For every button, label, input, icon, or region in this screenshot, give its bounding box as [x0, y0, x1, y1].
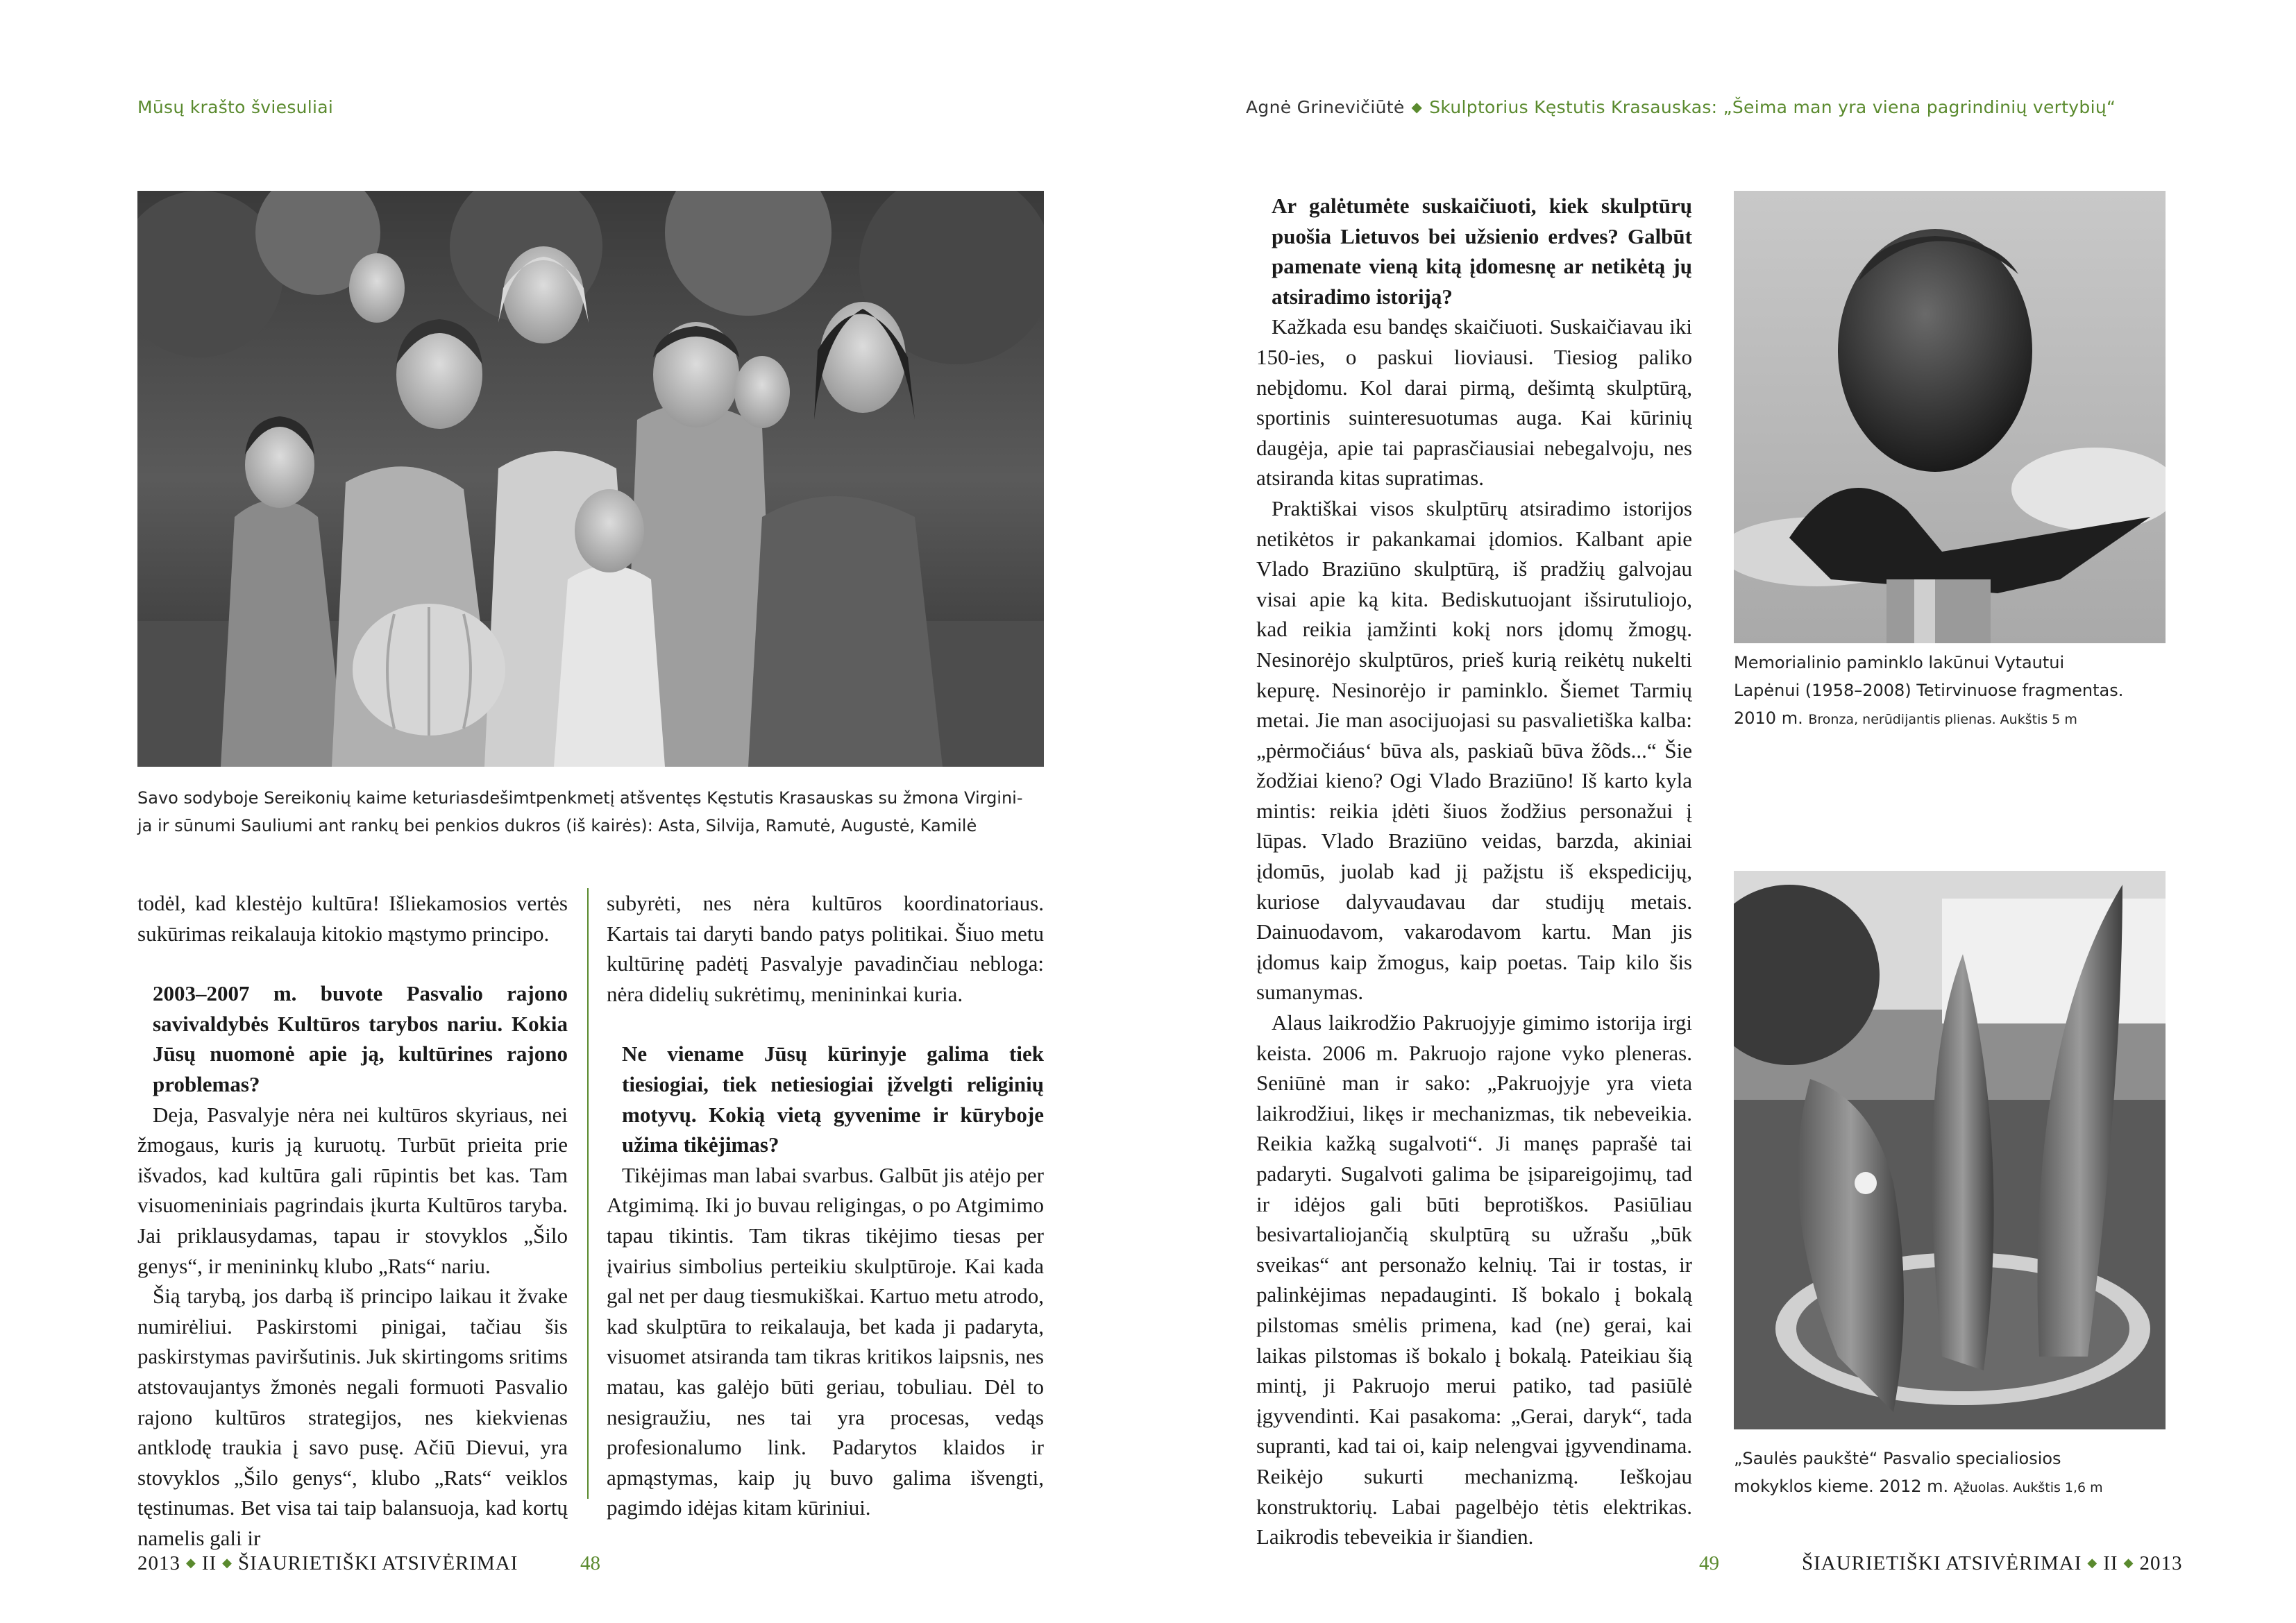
- caption-place-date: mokyklos kieme. 2012 m.: [1734, 1477, 1949, 1496]
- caption-line: Memorialinio paminklo lakūnui Vytautui: [1734, 653, 2065, 672]
- bust-sculpture-photo: [1734, 191, 2166, 643]
- family-photo: [137, 191, 1044, 767]
- caption-materials: Bronza, nerūdijantis plienas. Aukštis 5 m: [1808, 712, 2077, 727]
- bust-photo-caption: [1734, 649, 2206, 733]
- family-photo-caption: [137, 784, 1054, 840]
- left-column-2: [607, 888, 1044, 1523]
- footer-journal: ŠIAURIETIŠKI ATSIVĖRIMAI: [238, 1552, 518, 1574]
- interview-question: Ne viename Jūsų kūrinyje galima tiek tiesiogiai, tiek netiesiogiai įžvelgti religinių motyvų. Kokią vietą gyvenime ir kūryboje užima tikėjimas?: [622, 1042, 1044, 1157]
- page-number-right: 49: [1699, 1552, 1719, 1574]
- footer-right: [1802, 1552, 2182, 1575]
- caption-line: Savo sodyboje Sereikonių kaime keturiasdešimtpenkmetį atšventęs Kęstutis Krasauskas su žmona Virgini-: [137, 788, 1023, 808]
- footer-year: 2013: [137, 1552, 180, 1574]
- header-separator: ◆: [1411, 99, 1423, 115]
- footer-separator: ◆: [2123, 1556, 2134, 1570]
- footer-issue: II: [2103, 1552, 2118, 1574]
- caption-line: Lapėnui (1958–2008) Tetirvinuose fragmentas.: [1734, 681, 2124, 700]
- footer-year: 2013: [2139, 1552, 2183, 1574]
- paragraph: Šią tarybą, jos darbą iš principo laikau it žvake numirėliui. Paskirstomi pinigai, tačiau šis paskirstymas paviršutinis. Juk skirtingoms sritims atstovaujantys žmonės negali formuoti Pasvalio rajono kultūros strategijos, nes kiekvienas antklodę traukia į savo pusę. Ačiū Dievui, yra stovyklos „Šilo genys“, klubo „Rats“ veiklos tęstinumas. Bet visa tai taip balansuoja, kad kortų namelis gali ir: [137, 1284, 568, 1550]
- footer-separator: ◆: [222, 1556, 233, 1570]
- running-header-right: [1246, 97, 2116, 117]
- footer-separator: ◆: [186, 1556, 196, 1570]
- column-divider: [587, 888, 589, 1499]
- caption-date: 2010 m.: [1734, 708, 1803, 728]
- caption-line: „Saulės paukštė“ Pasvalio specialiosios: [1734, 1449, 2061, 1468]
- page-number-left: 48: [580, 1552, 600, 1574]
- caption-line: [1734, 1472, 2206, 1502]
- caption-line: [1734, 704, 2206, 733]
- footer-journal: ŠIAURIETIŠKI ATSIVĖRIMAI: [1802, 1552, 2082, 1574]
- footer-left: [137, 1552, 518, 1575]
- interview-question: 2003–2007 m. buvote Pasvalio rajono savivaldybės Kultūros tarybos nariu. Kokia Jūsų nuomonė apie ją, kultūrines rajono problemas?: [153, 981, 568, 1096]
- header-author: Agnė Grinevičiūtė: [1246, 97, 1405, 117]
- footer-issue: II: [201, 1552, 217, 1574]
- paragraph: Tikėjimas man labai svarbus. Galbūt jis atėjo per Atgimimą. Iki jo buvau religingas, o po Atgimimo tapau tikintis. Tam tikras tikėjimo tiesas per įvairius simbolius perteikiu skulptūroje. Kai kada gal net per daug tiesmukiškai. Kartuo metu atrodo, kad skulptūra to reikalauja, bet kada ji padaryta, visuomet atsiranda tam tikras kritikos laipsnis, nes matau, kas galėjo būti geriau, tobuliau. Dėl to nesigraužiu, nes tai yra procesas, vedąs profesionalumo link. Padarytos klaidos ir apmąstymas, kaip jų buvo galima išvengti, pagimdo idėjas kitam kūriniui.: [607, 1162, 1044, 1520]
- header-article-title: Skulptorius Kęstutis Krasauskas: „Šeima man yra viena pagrindinių vertybių“: [1429, 97, 2116, 117]
- paragraph: todėl, kad klestėjo kultūra! Išliekamosios vertės sukūrimas reikalauja kitokio mąstymo principo.: [137, 891, 568, 946]
- bird-sculpture-photo: [1734, 871, 2166, 1429]
- paragraph: Praktiškai visos skulptūrų atsiradimo istorijos netikėtos ir pakankamai įdomios. Kalbant apie Vlado Braziūno skulptūrą, iš pradžių galvojau visai apie ką kita. Bediskutuojant išsirutuliojo, kad reikia įamžinti kokį nors įdomų žmogų. Nesinorėjo skulptūros, prieš kurią reikėtų nukelti kepurę. Nesinorėjo ir paminklo. Šiemet Tarmių metai. Jie man asocijuojasi su pasvalietiška kalba: „pėrmočiáus‘ būva als, paskiaũ būva žõds...“ Šie žodžiai kieno? Ogi Vlado Braziūno! Iš karto kyla mintis: reikia įdėti šiuos žodžius personažui į lūpas. Vlado Braziūno veidas, barzda, akiniai įdomūs, juolab kad jį pažįstu iš ekspedicijų, kuriose dalyvaudavau dar studijų metais. Dainuodavom, vakarodavom kartu. Man jis įdomus kaip žmogus, kaip poetas. Taip kilo šis sumanymas.: [1256, 495, 1692, 1005]
- paragraph: subyrėti, nes nėra kultūros koordinatoriaus. Kartais tai daryti bando patys politikai. Šiuo metu kultūrinę padėtį Pasvalyje pavadinčiau nebloga: nėra didelių sukrėtimų, menininkai kuria.: [607, 891, 1044, 1006]
- left-column-1: [137, 888, 568, 1553]
- paragraph: Deja, Pasvalyje nėra nei kultūros skyriaus, nei žmogaus, kuris ją kuruotų. Turbūt prieita prie išvados, kad kultūra gali rūpintis bet kas. Tam visuomeniniais pagrindais įkurta Kultūros taryba. Jai priklausydamas, tapau ir stovyklos „Šilo genys“, ir menininkų klubo „Rats“ nariu.: [137, 1102, 568, 1278]
- right-column: [1256, 191, 1692, 1552]
- running-header-left: Mūsų krašto šviesuliai: [137, 97, 334, 117]
- footer-separator: ◆: [2087, 1556, 2098, 1570]
- paragraph: Kažkada esu bandęs skaičiuoti. Suskaičiavau iki 150-ies, o paskui lioviausi. Tiesiog paliko nebįdomu. Kol darai pirmą, dešimtą skulptūrą, sportinis suinteresuotumas auga. Kai kūrinių daugėja, apie tai paprasčiausiai nebegalvoju, nes atsiranda kitas supratimas.: [1256, 314, 1692, 491]
- caption-line: ja ir sūnumi Sauliumi ant rankų bei penkios dukros (iš kairės): Asta, Silvija, Ramutė, Augustė, Kamilė: [137, 816, 977, 835]
- bird-photo-caption: [1734, 1445, 2206, 1502]
- interview-question: Ar galėtumėte suskaičiuoti, kiek skulptūrų puošia Lietuvos bei užsienio erdves? Galbūt pamenate vieną kitą įdomesnę ar netikėtą jų atsiradimo istoriją?: [1272, 194, 1692, 309]
- paragraph: Alaus laikrodžio Pakruojyje gimimo istorija irgi keista. 2006 m. Pakruojo rajone vyko pleneras. Seniūnė man ir sako: „Pakruojyje yra vieta laikrodžiui, likęs ir mechanizmas, tik nebeveikia. Reikia kažką sugalvoti“. Ji manęs paprašė tai padaryti. Sugalvoti galima be įsipareigojimų, tad ir idėjos gali būti beprotiškos. Pasiūliau besivartaliojančią skulptūrą su užrašu „būk sveikas“ ant personažo kelnių. Tai ir tostas, ir palinkėjimas nepadauginti. Iš bokalo į bokalą pilstomas smėlis primena, kad (ne) gerai, kai laikas pilstomas iš bokalo į bokalą. Pateikiau šią mintį, ji Pakruojo merui patiko, tad pasiūlė įgyvendinti. Kai pasakoma: „Gerai, daryk“, tada supranti, kad tai oi, kaip nelengvai įgyvendinama. Reikėjo sukurti mechanizmą. Ieškojau konstruktorių. Labai pagelbėjo tėtis elektrikas. Laikrodis tebeveikia ir šiandien.: [1256, 1010, 1692, 1549]
- caption-materials: Ąžuolas. Aukštis 1,6 m: [1953, 1480, 2103, 1495]
